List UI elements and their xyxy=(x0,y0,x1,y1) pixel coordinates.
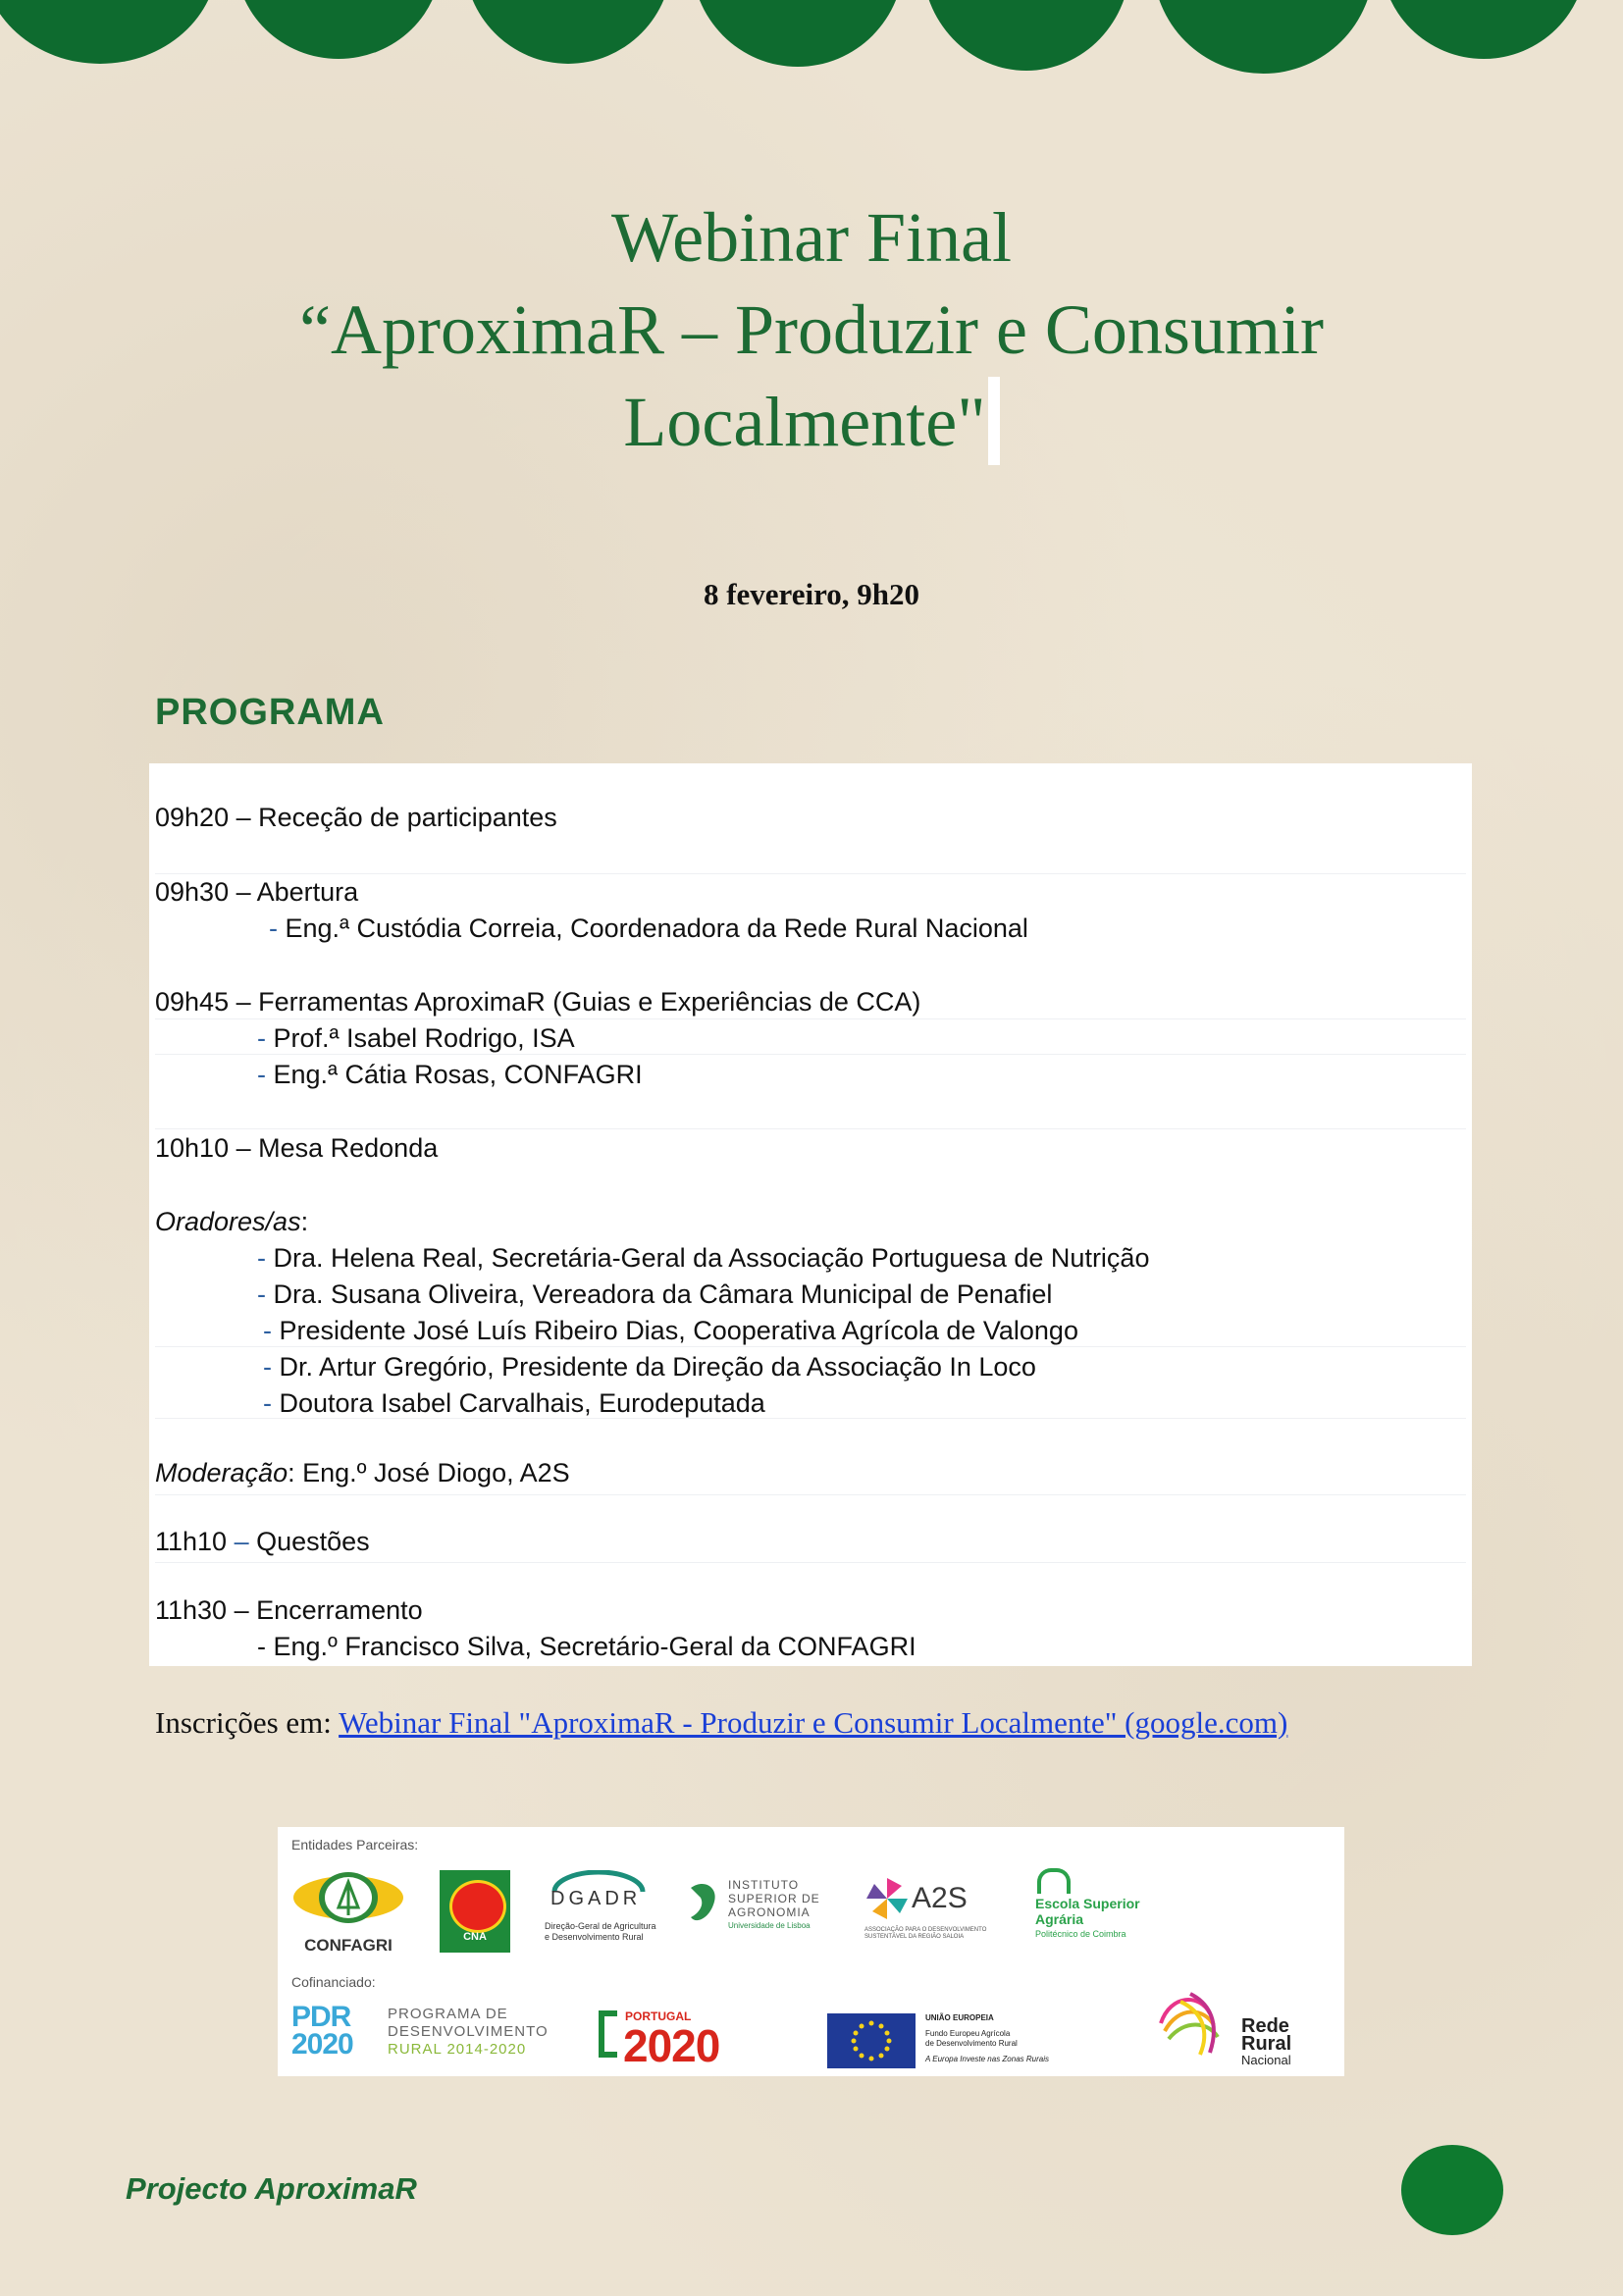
partners-banner xyxy=(278,1827,1344,2076)
pdr-text-2: DESENVOLVIMENTO xyxy=(388,2023,549,2040)
decorative-blob-5 xyxy=(922,0,1130,71)
cna-sun-icon xyxy=(449,1880,506,1933)
rede-rural-text-2: Rural xyxy=(1241,2033,1292,2055)
decorative-blob-1 xyxy=(0,0,218,64)
decorative-blob-4 xyxy=(692,0,904,67)
program-subitem: - Eng.ª Custódia Correia, Coordenadora da Rede Rural Nacional xyxy=(269,913,1028,943)
dgadr-subtitle-2: e Desenvolvimento Rural xyxy=(545,1932,644,1942)
a2s-subtitle: ASSOCIAÇÃO PARA O DESENVOLVIMENTO SUSTENTÁVEL DA REGIÃO SALOIA xyxy=(864,1927,987,1940)
pdr-mark: PDR 2020 xyxy=(291,2001,353,2061)
program-subitem: - Prof.ª Isabel Rodrigo, ISA xyxy=(257,1023,575,1053)
divider xyxy=(155,1346,1466,1347)
pdr-text-1: PROGRAMA DE xyxy=(388,2006,508,2022)
decorative-footer-blob xyxy=(1401,2145,1503,2235)
cna-logo xyxy=(440,1870,510,1953)
program-box xyxy=(149,763,1472,1666)
portugal2020-bracket-icon xyxy=(594,2009,621,2059)
cna-text: CNA xyxy=(463,1931,487,1943)
pdr2020-logo xyxy=(291,2002,576,2066)
isa-bird-icon xyxy=(685,1878,724,1933)
divider xyxy=(155,1054,1466,1055)
program-item: 10h10 – Mesa Redonda xyxy=(155,1133,439,1163)
confagri-emblem-icon xyxy=(289,1868,407,1931)
page-title xyxy=(0,191,1623,468)
isa-text-1: INSTITUTO xyxy=(728,1878,800,1892)
esa-arch-icon xyxy=(1037,1868,1071,1894)
signup-line xyxy=(155,1705,1287,1741)
program-item: 11h10 – Questões xyxy=(155,1527,370,1556)
program-subitem: - Presidente José Luís Ribeiro Dias, Cooperativa Agrícola de Valongo xyxy=(263,1316,1078,1345)
program-subitem: - Dra. Susana Oliveira, Vereadora da Câmara Municipal de Penafiel xyxy=(257,1279,1053,1309)
title-line-1: Webinar Final xyxy=(610,198,1013,277)
divider xyxy=(155,873,1466,874)
program-item: 09h45 – Ferramentas AproximaR (Guias e Experiências de CCA) xyxy=(155,987,921,1017)
title-line-2: “AproximaR – Produzir e Consumir xyxy=(299,290,1324,369)
program-subitem: - Dra. Helena Real, Secretária-Geral da Associação Portuguesa de Nutrição xyxy=(257,1243,1150,1273)
program-item: 09h20 – Receção de participantes xyxy=(155,803,557,832)
program-subitem: - Eng.ª Cátia Rosas, CONFAGRI xyxy=(257,1060,643,1089)
partners-label: Entidades Parceiras: xyxy=(291,1837,419,1852)
program-item: 09h30 – Abertura xyxy=(155,877,359,907)
signup-label: Inscrições em: xyxy=(155,1705,340,1740)
program-subitem: - Eng.º Francisco Silva, Secretário-Geral da CONFAGRI xyxy=(257,1632,916,1661)
program-subitem: - Doutora Isabel Carvalhais, Eurodeputada xyxy=(263,1388,765,1418)
eu-text-2: Fundo Europeu Agrícola xyxy=(925,2029,1011,2038)
a2s-pinwheel-icon xyxy=(864,1876,910,1921)
rede-rural-text-1: Rede xyxy=(1241,2015,1289,2037)
rede-rural-logo xyxy=(1151,1984,1308,2072)
moderation-line: Moderação: Eng.º José Diogo, A2S xyxy=(155,1458,570,1487)
program-item: 11h30 – Encerramento xyxy=(155,1595,423,1625)
dgadr-subtitle-1: Direção-Geral de Agricultura xyxy=(545,1921,656,1931)
eu-text-3: de Desenvolvimento Rural xyxy=(925,2039,1018,2048)
title-line-3: Localmente" xyxy=(0,376,1623,468)
divider xyxy=(155,1018,1466,1019)
eu-text-4: A Europa Investe nas Zonas Rurais xyxy=(925,2055,1049,2063)
esa-text-1: Escola Superior xyxy=(1035,1896,1140,1911)
esa-logo xyxy=(1035,1868,1153,1957)
cofinance-label: Cofinanciado: xyxy=(291,1974,376,1990)
confagri-logo xyxy=(289,1868,407,1957)
divider xyxy=(155,1128,1466,1129)
portugal2020-text-2: 2020 xyxy=(623,2020,720,2071)
rede-rural-swirl-icon xyxy=(1151,1984,1239,2062)
a2s-logo xyxy=(864,1876,1002,1950)
portugal2020-logo xyxy=(594,2009,800,2071)
esa-text-2: Agrária xyxy=(1035,1911,1084,1927)
esa-text-3: Politécnico de Coimbra xyxy=(1035,1929,1126,1939)
divider xyxy=(155,1562,1466,1563)
text-cursor xyxy=(988,377,1000,465)
isa-text-2: SUPERIOR DE xyxy=(728,1892,820,1905)
program-subitem: - Dr. Artur Gregório, Presidente da Direção da Associação In Loco xyxy=(263,1352,1036,1382)
isa-text-3: AGRONOMIA xyxy=(728,1905,811,1919)
signup-link[interactable]: Webinar Final "AproximaR - Produzir e Consumir Localmente" (google.com) xyxy=(339,1705,1288,1740)
isa-text-4: Universidade de Lisboa xyxy=(728,1921,811,1930)
eu-flag-icon xyxy=(827,2013,916,2068)
decorative-blob-3 xyxy=(464,0,672,64)
program-heading: PROGRAMA xyxy=(155,692,385,733)
decorative-blob-2 xyxy=(236,0,442,59)
a2s-text: A2S xyxy=(912,1882,968,1914)
pdr-text-3: RURAL 2014-2020 xyxy=(388,2041,527,2058)
event-date: 8 fevereiro, 9h20 xyxy=(703,577,920,611)
portugal2020-text-1: PORTUGAL xyxy=(625,2009,692,2023)
confagri-text: CONFAGRI xyxy=(304,1936,393,1955)
divider xyxy=(155,1494,1466,1495)
dgadr-logo xyxy=(545,1870,672,1958)
eu-text-1: UNIÃO EUROPEIA xyxy=(925,2013,994,2022)
eu-feader-logo xyxy=(827,2013,1082,2072)
footer-brand: Projecto AproximaR xyxy=(126,2171,417,2206)
decorative-blob-7 xyxy=(1381,0,1587,59)
dgadr-text: DGADR xyxy=(550,1888,642,1909)
decorative-blob-6 xyxy=(1153,0,1374,74)
speakers-label: Oradores/as: xyxy=(155,1207,309,1236)
rede-rural-text-3: Nacional xyxy=(1241,2053,1291,2067)
isa-logo xyxy=(685,1878,832,1952)
